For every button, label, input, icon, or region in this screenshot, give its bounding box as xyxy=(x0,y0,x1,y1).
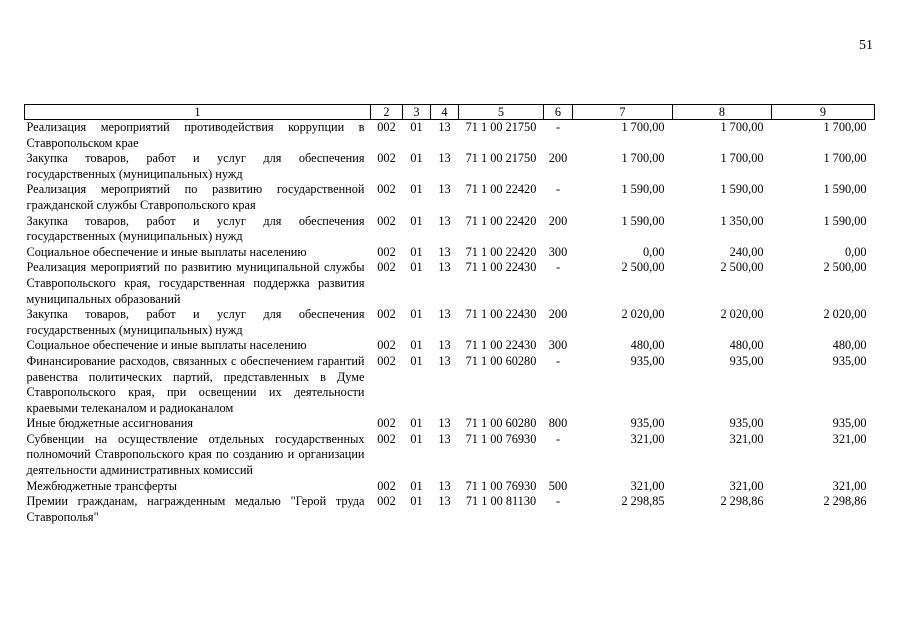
amount-col-9: 2 500,00 xyxy=(823,260,867,275)
table-row xyxy=(25,338,875,354)
ministry-code: 002 xyxy=(377,213,396,228)
row-name: Закупка товаров, работ и услуг для обеспечения государственных (муниципальных) нужд xyxy=(26,307,365,337)
section-code: 01 xyxy=(410,151,423,166)
table-row xyxy=(25,151,875,182)
table-row xyxy=(25,354,875,416)
ministry-code: 002 xyxy=(377,260,396,275)
amount-col-9: 2 020,00 xyxy=(823,307,867,322)
ministry-code: 002 xyxy=(377,120,396,134)
expense-type-code: - xyxy=(555,353,561,368)
amount-col-7: 1 700,00 xyxy=(621,151,665,166)
section-code: 01 xyxy=(410,416,423,431)
subsection-code: 13 xyxy=(438,244,451,259)
amount-col-8: 1 590,00 xyxy=(720,182,764,197)
amount-col-8: 240,00 xyxy=(729,244,764,259)
amount-col-8: 1 700,00 xyxy=(720,120,764,134)
section-code: 01 xyxy=(410,494,423,509)
table-row xyxy=(25,260,875,307)
table-row xyxy=(25,182,875,213)
subsection-code: 13 xyxy=(438,478,451,493)
ministry-code: 002 xyxy=(377,244,396,259)
subsection-code: 13 xyxy=(438,151,451,166)
ministry-code: 002 xyxy=(377,338,396,353)
amount-col-8: 935,00 xyxy=(729,353,764,368)
header-row xyxy=(25,105,875,120)
budget-table xyxy=(24,104,875,525)
expense-type-code: 300 xyxy=(548,338,568,353)
row-name: Межбюджетные трансферты xyxy=(26,478,178,493)
expense-type-code: - xyxy=(555,431,561,446)
amount-col-7: 1 590,00 xyxy=(621,213,665,228)
target-article-code: 71 1 00 81130 xyxy=(465,494,537,509)
subsection-code: 13 xyxy=(438,182,451,197)
expense-type-code: 300 xyxy=(548,244,568,259)
subsection-code: 13 xyxy=(438,416,451,431)
expense-type-code: - xyxy=(555,182,561,197)
amount-col-9: 1 700,00 xyxy=(823,151,867,166)
table-row xyxy=(25,307,875,338)
column-header-7: 7 xyxy=(573,105,673,120)
amount-col-7: 321,00 xyxy=(630,431,665,446)
amount-col-7: 1 700,00 xyxy=(621,120,665,134)
section-code: 01 xyxy=(410,182,423,197)
expense-type-code: - xyxy=(555,260,561,275)
row-name: Реализация мероприятий по развитию государственной гражданской службы Ставропольского края xyxy=(26,182,365,212)
ministry-code: 002 xyxy=(377,182,396,197)
ministry-code: 002 xyxy=(377,353,396,368)
amount-col-8: 1 350,00 xyxy=(720,213,764,228)
row-name: Финансирование расходов, связанных с обеспечением гарантий равенства политических партий, представленных в Думе Ставропольского края, при освещении их деятельности краевыми телеканалом и радиоканалом xyxy=(26,353,365,415)
subsection-code: 13 xyxy=(438,431,451,446)
expense-type-code: 200 xyxy=(548,307,568,322)
section-code: 01 xyxy=(410,478,423,493)
amount-col-8: 935,00 xyxy=(729,416,764,431)
target-article-code: 71 1 00 22430 xyxy=(465,307,537,322)
row-name: Социальное обеспечение и иные выплаты населению xyxy=(26,338,307,353)
section-code: 01 xyxy=(410,338,423,353)
target-article-code: 71 1 00 22430 xyxy=(465,260,537,275)
column-header-3: 3 xyxy=(403,105,431,120)
section-code: 01 xyxy=(410,244,423,259)
column-header-1: 1 xyxy=(25,105,371,120)
subsection-code: 13 xyxy=(438,213,451,228)
target-article-code: 71 1 00 60280 xyxy=(465,353,537,368)
subsection-code: 13 xyxy=(438,353,451,368)
ministry-code: 002 xyxy=(377,416,396,431)
amount-col-9: 1 590,00 xyxy=(823,182,867,197)
ministry-code: 002 xyxy=(377,431,396,446)
target-article-code: 71 1 00 22420 xyxy=(465,244,537,259)
column-header-9: 9 xyxy=(772,105,875,120)
expense-type-code: 200 xyxy=(548,213,568,228)
table-row xyxy=(25,494,875,525)
table-row xyxy=(25,479,875,495)
subsection-code: 13 xyxy=(438,338,451,353)
amount-col-9: 321,00 xyxy=(832,478,867,493)
section-code: 01 xyxy=(410,431,423,446)
expense-type-code: - xyxy=(555,120,561,134)
column-header-6: 6 xyxy=(544,105,573,120)
amount-col-8: 2 020,00 xyxy=(720,307,764,322)
amount-col-9: 0,00 xyxy=(844,244,867,259)
row-name: Реализация мероприятий по развитию муниципальной службы Ставропольского края, государственная поддержка развития муниципальных образований xyxy=(26,260,365,306)
table-row xyxy=(25,245,875,261)
row-name: Премии гражданам, награжденным медалью "Герой труда Ставрополья" xyxy=(26,494,365,524)
row-name: Субвенции на осуществление отдельных государственных полномочий Ставропольского края по созданию и организации деятельности административных комиссий xyxy=(26,431,365,478)
amount-col-7: 1 590,00 xyxy=(621,182,665,197)
section-code: 01 xyxy=(410,353,423,368)
section-code: 01 xyxy=(410,307,423,322)
ministry-code: 002 xyxy=(377,494,396,509)
subsection-code: 13 xyxy=(438,260,451,275)
table-row xyxy=(25,416,875,432)
amount-col-7: 480,00 xyxy=(630,338,665,353)
amount-col-9: 321,00 xyxy=(832,431,867,446)
amount-col-7: 321,00 xyxy=(630,478,665,493)
amount-col-9: 2 298,86 xyxy=(823,494,867,509)
table-row xyxy=(25,432,875,479)
table-row xyxy=(25,214,875,245)
target-article-code: 71 1 00 76930 xyxy=(465,431,537,446)
row-name: Закупка товаров, работ и услуг для обеспечения государственных (муниципальных) нужд xyxy=(26,151,365,181)
amount-col-9: 1 700,00 xyxy=(823,120,867,134)
subsection-code: 13 xyxy=(438,494,451,509)
amount-col-7: 935,00 xyxy=(630,353,665,368)
target-article-code: 71 1 00 21750 xyxy=(465,120,537,134)
amount-col-8: 2 500,00 xyxy=(720,260,764,275)
subsection-code: 13 xyxy=(438,120,451,134)
row-name: Закупка товаров, работ и услуг для обеспечения государственных (муниципальных) нужд xyxy=(26,213,365,244)
amount-col-7: 2 298,85 xyxy=(621,494,665,509)
ministry-code: 002 xyxy=(377,307,396,322)
table-body xyxy=(25,120,875,526)
amount-col-9: 480,00 xyxy=(832,338,867,353)
row-name: Иные бюджетные ассигнования xyxy=(26,416,194,431)
expense-type-code: 500 xyxy=(548,478,568,493)
table-row xyxy=(25,120,875,152)
section-code: 01 xyxy=(410,120,423,134)
section-code: 01 xyxy=(410,213,423,228)
expense-type-code: 800 xyxy=(548,416,568,431)
amount-col-7: 935,00 xyxy=(630,416,665,431)
target-article-code: 71 1 00 60280 xyxy=(465,416,537,431)
amount-col-8: 321,00 xyxy=(729,431,764,446)
amount-col-7: 2 020,00 xyxy=(621,307,665,322)
amount-col-9: 935,00 xyxy=(832,353,867,368)
column-header-5: 5 xyxy=(459,105,544,120)
amount-col-8: 480,00 xyxy=(729,338,764,353)
amount-col-7: 0,00 xyxy=(642,244,665,259)
target-article-code: 71 1 00 76930 xyxy=(465,478,537,493)
target-article-code: 71 1 00 21750 xyxy=(465,151,537,166)
row-name: Социальное обеспечение и иные выплаты населению xyxy=(26,244,307,259)
column-header-2: 2 xyxy=(371,105,403,120)
section-code: 01 xyxy=(410,260,423,275)
row-name: Реализация мероприятий противодействия коррупции в Ставропольском крае xyxy=(26,120,365,150)
amount-col-9: 935,00 xyxy=(832,416,867,431)
amount-col-8: 1 700,00 xyxy=(720,151,764,166)
amount-col-7: 2 500,00 xyxy=(621,260,665,275)
amount-col-8: 2 298,86 xyxy=(720,494,764,509)
ministry-code: 002 xyxy=(377,478,396,493)
page-number: 51 xyxy=(859,38,873,53)
expense-type-code: - xyxy=(555,494,561,509)
target-article-code: 71 1 00 22430 xyxy=(465,338,537,353)
subsection-code: 13 xyxy=(438,307,451,322)
target-article-code: 71 1 00 22420 xyxy=(465,182,537,197)
column-header-8: 8 xyxy=(673,105,772,120)
amount-col-9: 1 590,00 xyxy=(823,213,867,228)
ministry-code: 002 xyxy=(377,151,396,166)
target-article-code: 71 1 00 22420 xyxy=(465,213,537,228)
expense-type-code: 200 xyxy=(548,151,568,166)
amount-col-8: 321,00 xyxy=(729,478,764,493)
column-header-4: 4 xyxy=(431,105,459,120)
